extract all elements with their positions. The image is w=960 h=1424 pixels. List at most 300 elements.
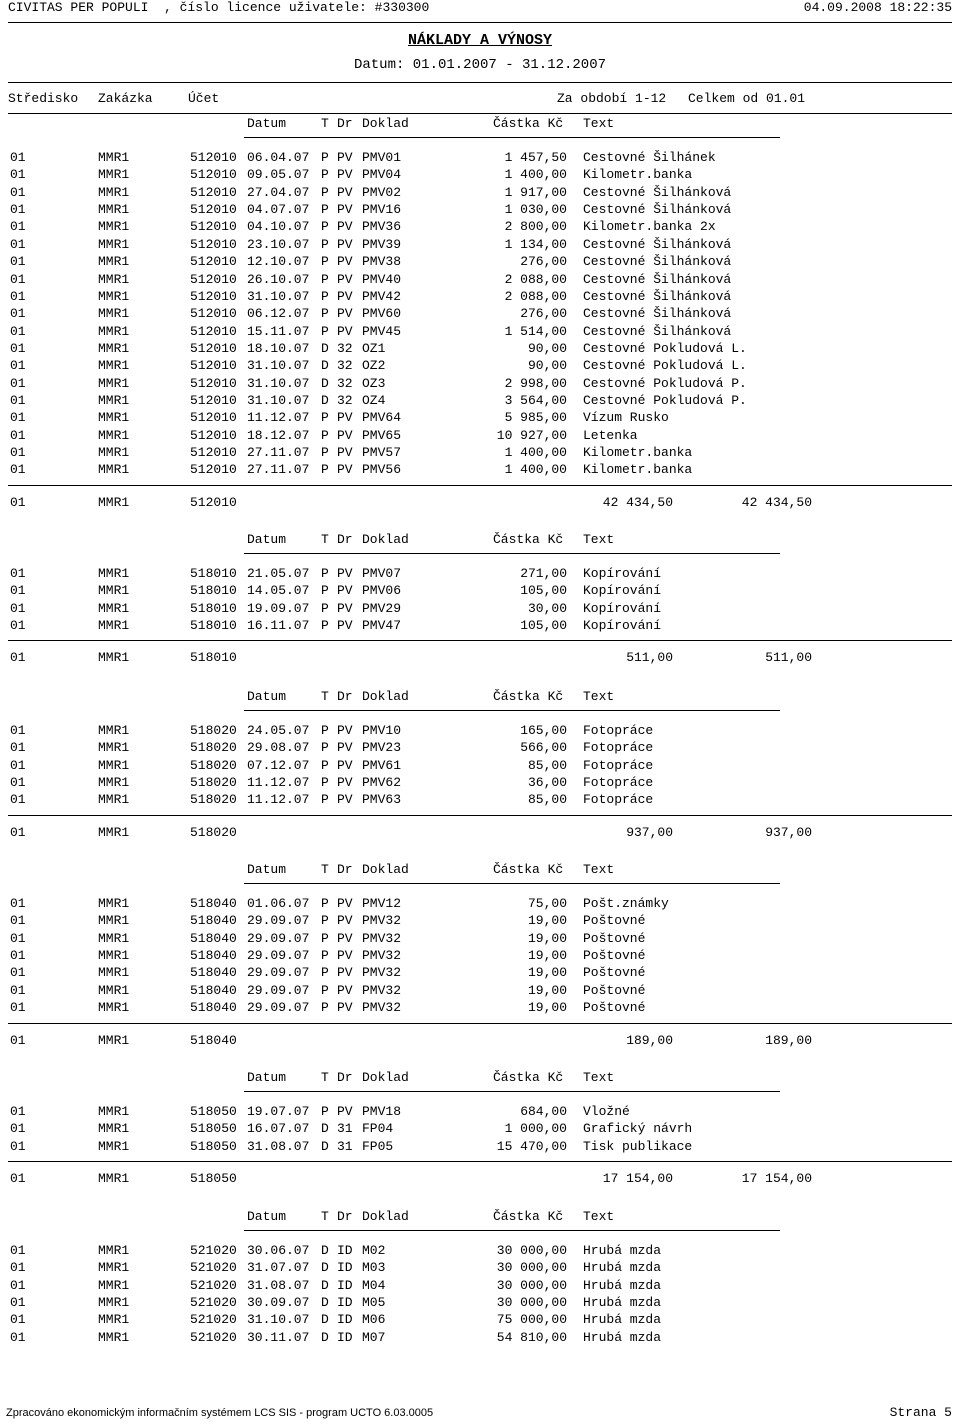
cell-zakazka: MMR1 [98,1312,130,1328]
cell-text: Kopírování [583,583,662,599]
cell-stredisko: 01 [10,930,26,946]
cell-dr: ID [337,1329,353,1345]
cell-stredisko: 01 [10,618,26,633]
subhdr-doklad: Doklad [362,116,409,131]
cell-stredisko: 01 [10,1260,26,1276]
cell-castka: 1 134,00 [504,236,567,252]
cell-ucet: 518040 [190,982,237,998]
cell-datum: 30.06.07 [247,1243,310,1258]
cell-castka: 105,00 [520,618,567,633]
table-row [0,445,960,462]
cell-doklad: PMV18 [362,1104,402,1119]
cell-zakazka: MMR1 [98,288,130,304]
cell-ucet: 518020 [190,757,237,773]
cell-doklad: PMV62 [362,775,402,790]
sum-stredisko: 01 [10,494,26,510]
cell-dr: PV [337,965,353,981]
subhdr-doklad: Doklad [362,862,409,877]
group-divider [8,640,952,641]
cell-text: Kilometr.banka 2x [583,219,716,235]
cell-ucet: 512010 [190,427,237,443]
cell-dr: ID [337,1312,353,1328]
sum-stredisko: 01 [10,1171,26,1186]
cell-datum: 26.10.07 [247,271,310,287]
cell-castka: 30 000,00 [496,1243,567,1258]
cell-zakazka: MMR1 [98,202,130,218]
cell-ucet: 512010 [190,323,237,339]
subheader-underline [244,1091,780,1092]
cell-dr: 32 [337,392,353,408]
cell-t: P [321,219,329,235]
cell-stredisko: 01 [10,288,26,304]
cell-dr: PV [337,323,353,339]
cell-dr: PV [337,410,353,426]
cell-ucet: 512010 [190,219,237,235]
cell-ucet: 521020 [190,1329,237,1345]
cell-datum: 29.09.07 [247,965,310,981]
cell-castka: 1 000,00 [504,1121,567,1137]
subhdr-castka: Částka Kč [493,116,564,131]
cell-stredisko: 01 [10,202,26,218]
table-row [0,306,960,323]
cell-zakazka: MMR1 [98,757,130,773]
subhdr-text: Text [583,1209,615,1224]
cell-dr: PV [337,288,353,304]
cell-doklad: M07 [362,1329,386,1345]
cell-t: P [321,271,329,287]
cell-stredisko: 01 [10,775,26,790]
cell-text: Cestovné Pokludová L. [583,358,747,374]
cell-datum: 07.12.07 [247,757,310,773]
subhdr-doklad: Doklad [362,1070,409,1085]
cell-text: Kilometr.banka [583,445,693,460]
cell-t: P [321,792,329,808]
cell-text: Hrubá mzda [583,1260,662,1276]
subhdr-datum: Datum [247,1070,287,1085]
table-row [0,202,960,219]
summary-row [0,495,960,512]
cell-text: Letenka [583,427,638,443]
subheader-underline [244,553,780,554]
cell-t: P [321,757,329,773]
cell-datum: 30.11.07 [247,1329,310,1345]
table-row [0,254,960,271]
cell-doklad: PMV02 [362,184,402,200]
cell-text: Fotopráce [583,723,654,738]
cell-datum: 29.09.07 [247,930,310,946]
sum-zakazka: MMR1 [98,1032,130,1048]
subhdr-dr: Dr [337,532,353,547]
summary-row [0,1033,960,1050]
cell-castka: 1 917,00 [504,184,567,200]
sum-ucet: 518040 [190,1032,237,1048]
cell-castka: 1 514,00 [504,323,567,339]
cell-text: Poštovné [583,930,646,946]
cell-text: Fotopráce [583,775,654,790]
cell-text: Hrubá mzda [583,1277,662,1293]
cell-text: Hrubá mzda [583,1329,662,1345]
cell-dr: PV [337,306,353,322]
cell-stredisko: 01 [10,462,26,478]
cell-datum: 12.10.07 [247,254,310,270]
cell-datum: 29.08.07 [247,740,310,756]
table-row [0,1312,960,1329]
cell-castka: 2 088,00 [504,271,567,287]
cell-dr: PV [337,792,353,808]
table-row [0,1295,960,1312]
cell-ucet: 518010 [190,566,237,581]
cell-zakazka: MMR1 [98,896,130,911]
cell-ucet: 512010 [190,358,237,374]
cell-t: P [321,775,329,790]
cell-zakazka: MMR1 [98,236,130,252]
cell-doklad: M04 [362,1277,386,1293]
table-row [0,341,960,358]
cell-datum: 31.10.07 [247,392,310,408]
cell-doklad: PMV64 [362,410,402,426]
table-row [0,1000,960,1017]
table-row [0,758,960,775]
cell-text: Vložné [583,1104,630,1119]
table-row [0,1330,960,1347]
cell-doklad: PMV32 [362,948,402,963]
cell-zakazka: MMR1 [98,306,130,322]
table-row [0,272,960,289]
cell-t: P [321,1104,329,1119]
cell-doklad: PMV42 [362,288,402,304]
sum-stredisko: 01 [10,1032,26,1048]
cell-datum: 31.08.07 [247,1138,310,1154]
cell-text: Poštovné [583,965,646,981]
cell-text: Hrubá mzda [583,1295,662,1310]
table-row [0,219,960,236]
cell-zakazka: MMR1 [98,982,130,998]
cell-t: P [321,462,329,478]
cell-zakazka: MMR1 [98,219,130,235]
subhdr-text: Text [583,532,615,547]
cell-ucet: 518040 [190,948,237,963]
cell-text: Cestovné Pokludová P. [583,392,747,408]
cell-dr: PV [337,913,353,929]
cell-zakazka: MMR1 [98,1104,130,1119]
cell-t: D [321,392,329,408]
cell-stredisko: 01 [10,913,26,929]
table-row [0,1104,960,1121]
cell-datum: 24.05.07 [247,723,310,738]
cell-zakazka: MMR1 [98,1277,130,1293]
cell-ucet: 512010 [190,392,237,408]
cell-text: Fotopráce [583,757,654,773]
cell-dr: 31 [337,1138,353,1154]
cell-ucet: 512010 [190,445,237,460]
table-row [0,723,960,740]
sum-celkem: 42 434,50 [741,494,812,510]
cell-doklad: PMV36 [362,219,402,235]
subhdr-castka: Částka Kč [493,1070,564,1085]
cell-datum: 11.12.07 [247,792,310,808]
sum-celkem: 189,00 [765,1032,812,1048]
cell-t: P [321,202,329,218]
cell-castka: 30 000,00 [496,1260,567,1276]
cell-stredisko: 01 [10,445,26,460]
cell-text: Cestovné Šilhánková [583,288,732,304]
detail-subheader [0,862,960,880]
cell-ucet: 521020 [190,1260,237,1276]
cell-datum: 18.10.07 [247,340,310,356]
cell-text: Cestovné Šilhánková [583,254,732,270]
cell-datum: 16.11.07 [247,618,310,633]
cell-dr: PV [337,462,353,478]
cell-text: Poštovné [583,913,646,929]
cell-dr: PV [337,167,353,183]
detail-subheader [0,689,960,707]
cell-text: Kopírování [583,566,662,581]
cell-zakazka: MMR1 [98,1121,130,1137]
subhdr-datum: Datum [247,1209,287,1224]
table-row [0,393,960,410]
sum-celkem: 511,00 [765,650,812,666]
cell-stredisko: 01 [10,219,26,235]
cell-t: P [321,965,329,981]
sum-celkem: 17 154,00 [741,1171,812,1186]
cell-zakazka: MMR1 [98,740,130,756]
sum-ucet: 518020 [190,824,237,840]
page-number: Strana 5 [889,1405,952,1420]
cell-dr: PV [337,723,353,738]
subhdr-castka: Částka Kč [493,862,564,877]
cell-text: Cestovné Pokludová P. [583,375,747,391]
cell-text: Hrubá mzda [583,1243,662,1258]
cell-datum: 31.10.07 [247,1312,310,1328]
cell-t: P [321,583,329,599]
cell-text: Tisk publikace [583,1138,693,1154]
cell-datum: 15.11.07 [247,323,310,339]
cell-dr: PV [337,184,353,200]
cell-zakazka: MMR1 [98,600,130,616]
cell-stredisko: 01 [10,410,26,426]
cell-ucet: 518020 [190,740,237,756]
cell-castka: 19,00 [527,948,567,963]
cell-castka: 566,00 [520,740,567,756]
cell-zakazka: MMR1 [98,462,130,478]
cell-zakazka: MMR1 [98,184,130,200]
cell-dr: PV [337,896,353,911]
cell-t: P [321,982,329,998]
cell-t: P [321,167,329,183]
cell-ucet: 512010 [190,184,237,200]
cell-doklad: PMV61 [362,757,402,773]
cell-castka: 19,00 [527,982,567,998]
cell-doklad: PMV06 [362,583,402,599]
cell-stredisko: 01 [10,982,26,998]
cell-zakazka: MMR1 [98,948,130,963]
cell-dr: ID [337,1295,353,1310]
cell-castka: 85,00 [527,757,567,773]
cell-castka: 75,00 [527,896,567,911]
cell-ucet: 518040 [190,1000,237,1016]
licence-info: CIVITAS PER POPULI , číslo licence uživatele: #330300 [8,0,430,15]
cell-ucet: 512010 [190,306,237,322]
cell-stredisko: 01 [10,583,26,599]
report-date-range: Datum: 01.01.2007 - 31.12.2007 [353,57,607,73]
cell-t: P [321,445,329,460]
cell-datum: 29.09.07 [247,1000,310,1016]
cell-stredisko: 01 [10,740,26,756]
cell-doklad: PMV47 [362,618,402,633]
subhdr-text: Text [583,1070,615,1085]
subhdr-datum: Datum [247,689,287,704]
cell-zakazka: MMR1 [98,392,130,408]
cell-datum: 27.04.07 [247,184,310,200]
table-row [0,410,960,427]
col-zakazka: Zakázka [98,91,153,106]
table-row [0,896,960,913]
cell-zakazka: MMR1 [98,271,130,287]
cell-text: Fotopráce [583,740,654,756]
cell-text: Poštovné [583,948,646,963]
cell-ucet: 518050 [190,1121,237,1137]
cell-ucet: 512010 [190,271,237,287]
cell-dr: PV [337,566,353,581]
cell-dr: PV [337,583,353,599]
cell-t: P [321,427,329,443]
cell-dr: PV [337,982,353,998]
cell-castka: 85,00 [527,792,567,808]
cell-ucet: 518050 [190,1138,237,1154]
table-row [0,965,960,982]
cell-castka: 30,00 [527,600,567,616]
cell-stredisko: 01 [10,1243,26,1258]
cell-castka: 2 088,00 [504,288,567,304]
cell-stredisko: 01 [10,1277,26,1293]
cell-ucet: 512010 [190,167,237,183]
cell-zakazka: MMR1 [98,618,130,633]
cell-dr: 32 [337,340,353,356]
cell-doklad: PMV57 [362,445,402,460]
subhdr-dr: Dr [337,1209,353,1224]
cell-text: Hrubá mzda [583,1312,662,1328]
sum-celkem: 937,00 [765,824,812,840]
cell-zakazka: MMR1 [98,1000,130,1016]
cell-datum: 11.12.07 [247,775,310,790]
summary-row [0,1171,960,1188]
table-row [0,1139,960,1156]
cell-text: Kopírování [583,600,662,616]
table-row [0,167,960,184]
cell-dr: PV [337,445,353,460]
sum-obdobi: 937,00 [626,824,673,840]
subhdr-doklad: Doklad [362,532,409,547]
cell-doklad: PMV32 [362,965,402,981]
subhdr-t: T [321,689,329,704]
cell-zakazka: MMR1 [98,792,130,808]
cell-zakazka: MMR1 [98,930,130,946]
cell-t: P [321,410,329,426]
cell-zakazka: MMR1 [98,583,130,599]
cell-text: Cestovné Šilhánková [583,271,732,287]
cell-ucet: 512010 [190,340,237,356]
cell-castka: 19,00 [527,1000,567,1016]
subhdr-doklad: Doklad [362,689,409,704]
cell-castka: 36,00 [527,775,567,790]
cell-doklad: PMV32 [362,913,402,929]
cell-castka: 15 470,00 [496,1138,567,1154]
col-ucet: Účet [188,91,220,106]
cell-zakazka: MMR1 [98,965,130,981]
cell-zakazka: MMR1 [98,358,130,374]
cell-stredisko: 01 [10,427,26,443]
subhdr-castka: Částka Kč [493,532,564,547]
cell-ucet: 521020 [190,1243,237,1258]
cell-t: D [321,340,329,356]
cell-text: Cestovné Šilhánek [583,150,716,165]
cell-datum: 27.11.07 [247,462,310,478]
cell-ucet: 512010 [190,202,237,218]
subhdr-datum: Datum [247,532,287,547]
sum-obdobi: 189,00 [626,1032,673,1048]
cell-zakazka: MMR1 [98,427,130,443]
table-row [0,150,960,167]
cell-datum: 18.12.07 [247,427,310,443]
cell-t: D [321,1243,329,1258]
subheader-underline [244,883,780,884]
detail-subheader [0,1070,960,1088]
cell-zakazka: MMR1 [98,410,130,426]
subhdr-dr: Dr [337,1070,353,1085]
subhdr-datum: Datum [247,862,287,877]
cell-castka: 54 810,00 [496,1329,567,1345]
cell-ucet: 521020 [190,1277,237,1293]
cell-text: Cestovné Šilhánková [583,323,732,339]
cell-datum: 04.07.07 [247,202,310,218]
cell-castka: 3 564,00 [504,392,567,408]
sum-zakazka: MMR1 [98,494,130,510]
cell-castka: 271,00 [520,566,567,581]
cell-castka: 10 927,00 [496,427,567,443]
cell-doklad: M06 [362,1312,386,1328]
cell-stredisko: 01 [10,757,26,773]
cell-zakazka: MMR1 [98,913,130,929]
cell-t: P [321,913,329,929]
cell-stredisko: 01 [10,306,26,322]
cell-doklad: PMV01 [362,150,402,165]
cell-datum: 27.11.07 [247,445,310,460]
sum-ucet: 518050 [190,1171,237,1186]
cell-doklad: OZ3 [362,375,386,391]
cell-dr: PV [337,757,353,773]
cell-doklad: PMV60 [362,306,402,322]
group-divider [8,1161,952,1162]
cell-t: P [321,896,329,911]
cell-zakazka: MMR1 [98,1295,130,1310]
cell-stredisko: 01 [10,566,26,581]
summary-row [0,650,960,667]
cell-dr: PV [337,236,353,252]
cell-castka: 1 400,00 [504,445,567,460]
subhdr-dr: Dr [337,116,353,131]
cell-stredisko: 01 [10,167,26,183]
cell-text: Cestovné Pokludová L. [583,340,747,356]
table-row [0,1243,960,1260]
cell-stredisko: 01 [10,723,26,738]
cell-t: P [321,254,329,270]
group-divider [8,485,952,486]
subhdr-castka: Částka Kč [493,689,564,704]
cell-datum: 04.10.07 [247,219,310,235]
cell-castka: 1 457,50 [504,150,567,165]
cell-datum: 29.09.07 [247,982,310,998]
subhdr-datum: Datum [247,116,287,131]
